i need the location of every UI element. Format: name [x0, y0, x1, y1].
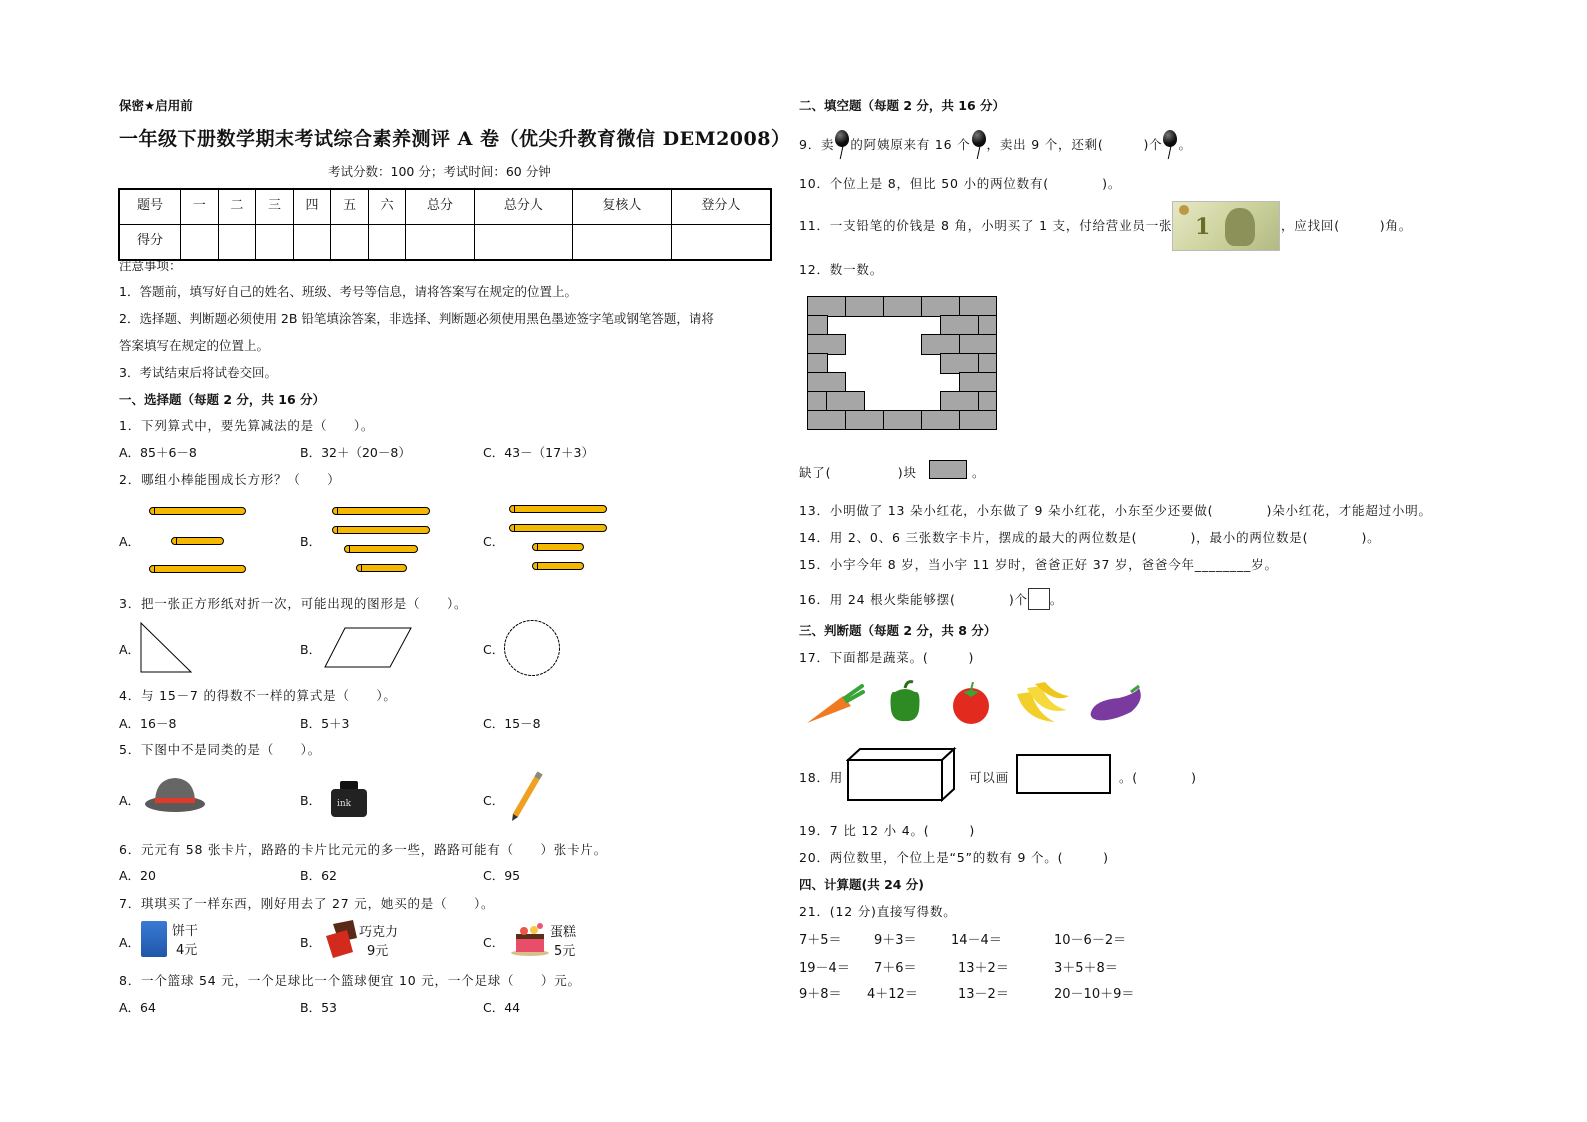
- score-header: 五: [331, 189, 369, 225]
- score-header: 总分: [406, 189, 474, 225]
- question-2: 2．哪组小棒能围成长方形？（ ）: [119, 472, 341, 487]
- question-18-part2: 可以画: [969, 770, 1009, 785]
- q9-text: 9．卖: [799, 137, 835, 152]
- stick-icon: [332, 507, 430, 515]
- question-17: 17．下面都是蔬菜。( ): [799, 650, 975, 665]
- q7-c-price: 5元: [554, 944, 576, 959]
- calc-item: 9＋8＝: [799, 987, 842, 1002]
- circle-shape-icon: [503, 619, 561, 677]
- score-cell[interactable]: [256, 225, 294, 261]
- hat-icon: [143, 775, 208, 815]
- q6-option-a[interactable]: A．20: [119, 868, 156, 883]
- question-11-part1: 11．一支铅笔的价钱是 8 角，小明买了 1 支，付给营业员一张: [799, 218, 1173, 233]
- stick-icon: [509, 505, 607, 513]
- brick-wall-diagram: [807, 296, 995, 430]
- q5-option-a[interactable]: A．: [119, 793, 141, 808]
- question-3: 3．把一张正方形纸对折一次，可能出现的图形是（ ）。: [119, 596, 468, 611]
- q12-answer-end: 。: [972, 465, 986, 480]
- question-8: 8．一个篮球 54 元，一个足球比一个篮球便宜 10 元，一个足球（ ）元。: [119, 973, 581, 988]
- score-row-label: 得分: [119, 225, 181, 261]
- section-3-title: 三、判断题（每题 2 分，共 8 分）: [799, 623, 997, 638]
- q16-text: 16．用 24 根火柴能够摆( )个: [799, 592, 1028, 607]
- question-18-part3: 。( ): [1119, 770, 1197, 785]
- q1-option-a[interactable]: A．85＋6－8: [119, 445, 197, 460]
- balloon-icon: [835, 130, 849, 147]
- score-cell[interactable]: [331, 225, 369, 261]
- q7-option-b[interactable]: B．: [300, 935, 322, 950]
- stick-icon: [344, 545, 418, 553]
- score-header: 题号: [119, 189, 181, 225]
- question-11-part2: ，应找回( )角。: [1281, 218, 1413, 233]
- score-cell[interactable]: [293, 225, 331, 261]
- calc-item: 7＋6＝: [874, 961, 917, 976]
- q7-b-price: 9元: [367, 944, 389, 959]
- brick-icon: [929, 460, 967, 479]
- q2-option-a[interactable]: A．: [119, 534, 141, 549]
- stick-icon: [532, 562, 584, 570]
- score-header: 六: [368, 189, 406, 225]
- carrot-icon: [807, 686, 863, 723]
- calc-item: 13－2＝: [958, 987, 1009, 1002]
- question-1: 1．下列算式中，要先算减法的是（ ）。: [119, 418, 375, 433]
- q7-c-name: 蛋糕: [550, 925, 577, 940]
- note-item: 1．答题前，填写好自己的姓名、班级、考号等信息，请将答案写在规定的位置上。: [119, 284, 577, 299]
- question-10: 10．个位上是 8，但比 50 小的两位数有( )。: [799, 176, 1122, 191]
- balloon-icon: [1163, 130, 1177, 147]
- score-cell[interactable]: [368, 225, 406, 261]
- score-cell[interactable]: [474, 225, 573, 261]
- confidential-label: 保密★启用前: [119, 98, 193, 113]
- stick-icon: [149, 507, 246, 515]
- q3-option-a[interactable]: A．: [119, 642, 141, 657]
- q5-option-b[interactable]: B．: [300, 793, 322, 808]
- q8-option-a[interactable]: A．64: [119, 1000, 156, 1015]
- q4-option-c[interactable]: C．15－8: [483, 716, 541, 731]
- q7-option-c[interactable]: C．: [483, 935, 505, 950]
- q16-text: 。: [1049, 592, 1064, 607]
- calc-item: 10－6－2＝: [1054, 933, 1127, 948]
- q2-option-b[interactable]: B．: [300, 534, 322, 549]
- question-20: 20．两位数里，个位上是“5”的数有 9 个。( ): [799, 850, 1109, 865]
- question-18-part1: 18．用: [799, 770, 844, 785]
- score-header: 三: [256, 189, 294, 225]
- score-header: 一: [181, 189, 219, 225]
- question-14: 14．用 2、0、6 三张数字卡片，摆成的最大的两位数是( )，最小的两位数是( )。: [799, 530, 1381, 545]
- q1-option-c[interactable]: C．43－（17＋3）: [483, 445, 594, 460]
- q4-option-a[interactable]: A．16－8: [119, 716, 177, 731]
- section-2-title: 二、填空题（每题 2 分，共 16 分）: [799, 98, 1006, 113]
- score-cell[interactable]: [573, 225, 672, 261]
- score-header: 四: [293, 189, 331, 225]
- green-pepper-icon: [891, 682, 920, 721]
- calc-item: 20－10＋9＝: [1054, 987, 1135, 1002]
- question-5: 5．下图中不是同类的是（ ）。: [119, 742, 322, 757]
- note-item: 3．考试结束后将试卷交回。: [119, 365, 277, 380]
- stick-icon: [171, 537, 224, 545]
- q4-option-b[interactable]: B．5＋3: [300, 716, 350, 731]
- question-6: 6．元元有 58 张卡片，路路的卡片比元元的多一些，路路可能有（ ）张卡片。: [119, 842, 608, 857]
- score-header: 二: [218, 189, 256, 225]
- question-15: 15．小宇今年 8 岁，当小宇 11 岁时，爸爸正好 37 岁，爸爸今年________岁。: [799, 557, 1278, 572]
- ink-bottle-icon: [329, 780, 369, 818]
- q9-text: 。: [1178, 137, 1192, 152]
- q7-b-name: 巧克力: [359, 925, 399, 940]
- stick-icon: [332, 526, 430, 534]
- score-header: 登分人: [671, 189, 771, 225]
- q7-a-name: 饼干: [172, 924, 199, 939]
- q17-images: [805, 680, 1145, 726]
- calc-item: 13＋2＝: [958, 961, 1009, 976]
- q3-option-b[interactable]: B．: [300, 642, 322, 657]
- section-4-title: 四、计算题(共 24 分): [799, 877, 925, 892]
- question-19: 19．7 比 12 小 4。( ): [799, 823, 976, 838]
- question-4: 4．与 15－7 的得数不一样的算式是（ ）。: [119, 688, 397, 703]
- score-table-score-row: [119, 225, 771, 261]
- score-table-header-row: [119, 189, 771, 225]
- q12-answer-text: 缺了( )块: [799, 465, 917, 480]
- page-title: 一年级下册数学期末考试综合素养测评 A 卷（优尖升教育微信 DEM2008）: [119, 128, 791, 150]
- q9-text: ，卖出 9 个，还剩( )个: [986, 137, 1163, 152]
- eggplant-icon: [1091, 686, 1141, 720]
- stick-icon: [532, 543, 584, 551]
- question-13: 13．小明做了 13 朵小红花，小东做了 9 朵小红花，小东至少还要做( )朵小红花，才能超过小明。: [799, 503, 1432, 518]
- pencil-icon: [510, 770, 546, 822]
- note-item: 答案填写在规定的位置上。: [119, 338, 270, 353]
- q9-text: 的阿姨原来有 16 个: [850, 137, 971, 152]
- score-header: 复核人: [573, 189, 672, 225]
- score-cell[interactable]: [671, 225, 771, 261]
- exam-info: 考试分数：100 分；考试时间：60 分钟: [328, 164, 551, 179]
- stick-icon: [149, 565, 246, 573]
- question-9: [799, 135, 1192, 153]
- calc-item: 7＋5＝: [799, 933, 842, 948]
- question-7: 7．琪琪买了一样东西，刚好用去了 27 元，她买的是（ ）。: [119, 896, 495, 911]
- calc-item: 4＋12＝: [867, 987, 918, 1002]
- q2-option-c[interactable]: C．: [483, 534, 505, 549]
- calc-item: 19－4＝: [799, 961, 850, 976]
- cuboid-icon: [846, 747, 958, 803]
- section-1-title: 一、选择题（每题 2 分，共 16 分）: [119, 392, 326, 407]
- calc-item: 3＋5＋8＝: [1054, 961, 1118, 976]
- q1-option-b[interactable]: B．32＋（20－8）: [300, 445, 411, 460]
- one-yuan-banknote-icon: 1: [1172, 201, 1280, 251]
- tomato-icon: [953, 682, 989, 724]
- q6-option-b[interactable]: B．62: [300, 868, 337, 883]
- notes-title: 注意事项：: [119, 258, 182, 273]
- svg-text:ink: ink: [337, 799, 352, 809]
- q7-option-a[interactable]: A．: [119, 935, 141, 950]
- q6-option-c[interactable]: C．95: [483, 868, 521, 883]
- q8-option-c[interactable]: C．44: [483, 1000, 521, 1015]
- question-16: [799, 588, 1063, 610]
- q7-a-price: 4元: [176, 943, 198, 958]
- calc-item: 9＋3＝: [874, 933, 917, 948]
- q3-option-c[interactable]: C．: [483, 642, 505, 657]
- score-cell[interactable]: [406, 225, 474, 261]
- stick-icon: [509, 524, 607, 532]
- question-21: 21．(12 分)直接写得数。: [799, 904, 957, 919]
- note-item: 2．选择题、判断题必须使用 2B 铅笔填涂答案，非选择、判断题必须使用黑色墨迹签字笔或钢笔答题，请将: [119, 311, 714, 326]
- q8-option-b[interactable]: B．53: [300, 1000, 337, 1015]
- score-header: 总分人: [474, 189, 573, 225]
- balloon-icon: [972, 130, 986, 147]
- parallelogram-shape-icon: [324, 627, 414, 669]
- square-icon: [1028, 588, 1050, 610]
- score-table: [118, 188, 772, 261]
- triangle-shape-icon: [139, 622, 194, 674]
- rectangle-icon: [1016, 754, 1111, 794]
- stick-icon: [356, 564, 407, 572]
- biscuit-icon: [141, 921, 167, 957]
- question-12: 12．数一数。: [799, 262, 884, 277]
- calc-item: 14－4＝: [951, 933, 1002, 948]
- score-cell[interactable]: [181, 225, 219, 261]
- q5-option-c[interactable]: C．: [483, 793, 505, 808]
- cake-icon: [510, 922, 550, 956]
- banana-icon: [1017, 682, 1069, 722]
- chocolate-icon: [323, 918, 359, 960]
- score-cell[interactable]: [218, 225, 256, 261]
